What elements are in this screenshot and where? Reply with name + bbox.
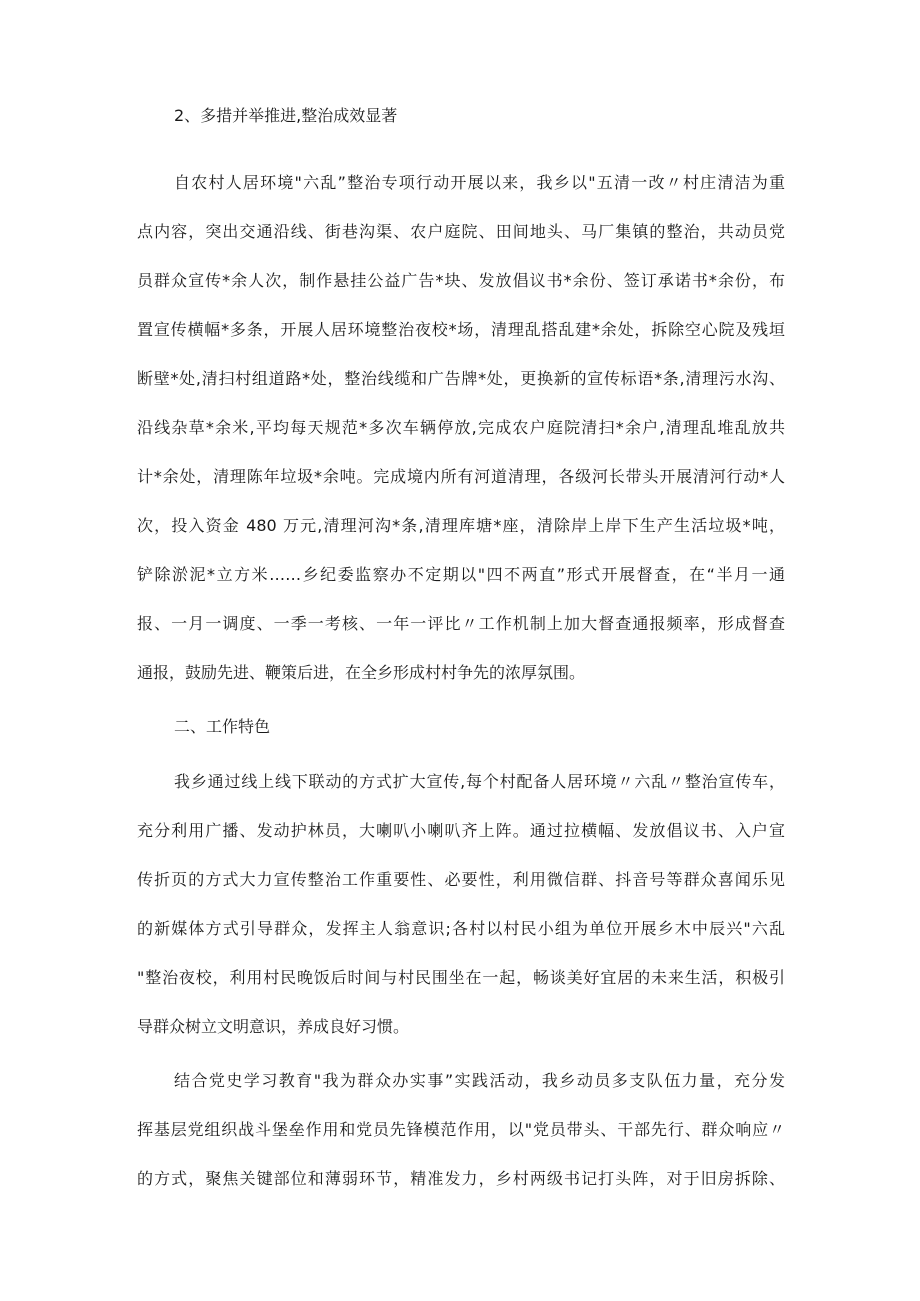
paragraph-line: 结合党史学习教育"我为群众办实事”实践活动，我乡动员多支队伍力量，充分发 — [174, 1071, 785, 1090]
paragraph-line: 自农村人居环境"六乱”整治专项行动开展以来，我乡以"五清一改〃村庄清洁为重 — [174, 173, 785, 192]
paragraph-line: "整治夜校，利用村民晚饭后时间与村民围坐在一起，畅谈美好宜居的未来生活，积极引 — [137, 968, 785, 987]
section-heading-work-features: 二、工作特色 — [174, 717, 271, 736]
paragraph-line: 计*余处，清理陈年垃圾*余吨。完成境内所有河道清理，各级河长带头开展清河行动*人 — [137, 467, 785, 486]
paragraph-line: 报、一月一调度、一季一考核、一年一评比〃工作机制上加大督查通报频率，形成督查 — [137, 614, 785, 633]
paragraph-line: 点内容，突出交通沿线、街巷沟渠、农户庭院、田间地头、马厂集镇的整治，共动员党 — [137, 222, 785, 241]
paragraph-line: 传折页的方式大力宣传整治工作重要性、必要性，利用微信群、抖音号等群众喜闻乐见 — [137, 870, 785, 889]
paragraph-line: 次，投入资金 480 万元,清理河沟*条,清理库塘*座，清除岸上岸下生产生活垃圾*吨， — [137, 516, 785, 535]
paragraph-line: 的新媒体方式引导群众，发挥主人翁意识;各村以村民小组为单位开展乡木中辰兴"六乱 — [137, 919, 785, 938]
paragraph-line: 断壁*处,清扫村组道路*处，整治线缆和广告牌*处，更换新的宣传标语*条,清理污水沟、 — [137, 369, 785, 388]
paragraph-line: 的方式，聚焦关键部位和薄弱环节，精准发力，乡村两级书记打头阵，对于旧房拆除、 — [137, 1169, 785, 1188]
paragraph-line: 沿线杂草*余米,平均每天规范*多次车辆停放,完成农户庭院清扫*余户,清理乱堆乱放共 — [137, 418, 785, 437]
paragraph-line: 导群众树立文明意识，养成良好习惯。 — [137, 1017, 410, 1036]
paragraph-line: 我乡通过线上线下联动的方式扩大宣传,每个村配备人居环境〃六乱〃整治宣传车， — [174, 772, 785, 791]
section-heading-measures: 2、多措并举推进,整治成效显著 — [174, 106, 398, 125]
paragraph-line: 铲除淤泥*立方米……乡纪委监察办不定期以"四不两直”形式开展督查，在“半月一通 — [137, 565, 785, 584]
paragraph-line: 充分利用广播、发动护林员，大喇叭小喇叭齐上阵。通过拉横幅、发放倡议书、入户宣 — [137, 821, 785, 840]
paragraph-line: 员群众宣传*余人次，制作悬挂公益广告*块、发放倡议书*余份、签订承诺书*余份，布 — [137, 271, 785, 290]
paragraph-line: 通报，鼓励先进、鞭策后进，在全乡形成村村争先的浓厚氛围。 — [137, 663, 586, 682]
paragraph-line: 挥基层党组织战斗堡垒作用和党员先锋模范作用，以"党员带头、干部先行、群众响应〃 — [137, 1120, 785, 1139]
paragraph-line: 置宣传横幅*多条，开展人居环境整治夜校*场，清理乱搭乱建*余处，拆除空心院及残垣 — [137, 320, 785, 339]
